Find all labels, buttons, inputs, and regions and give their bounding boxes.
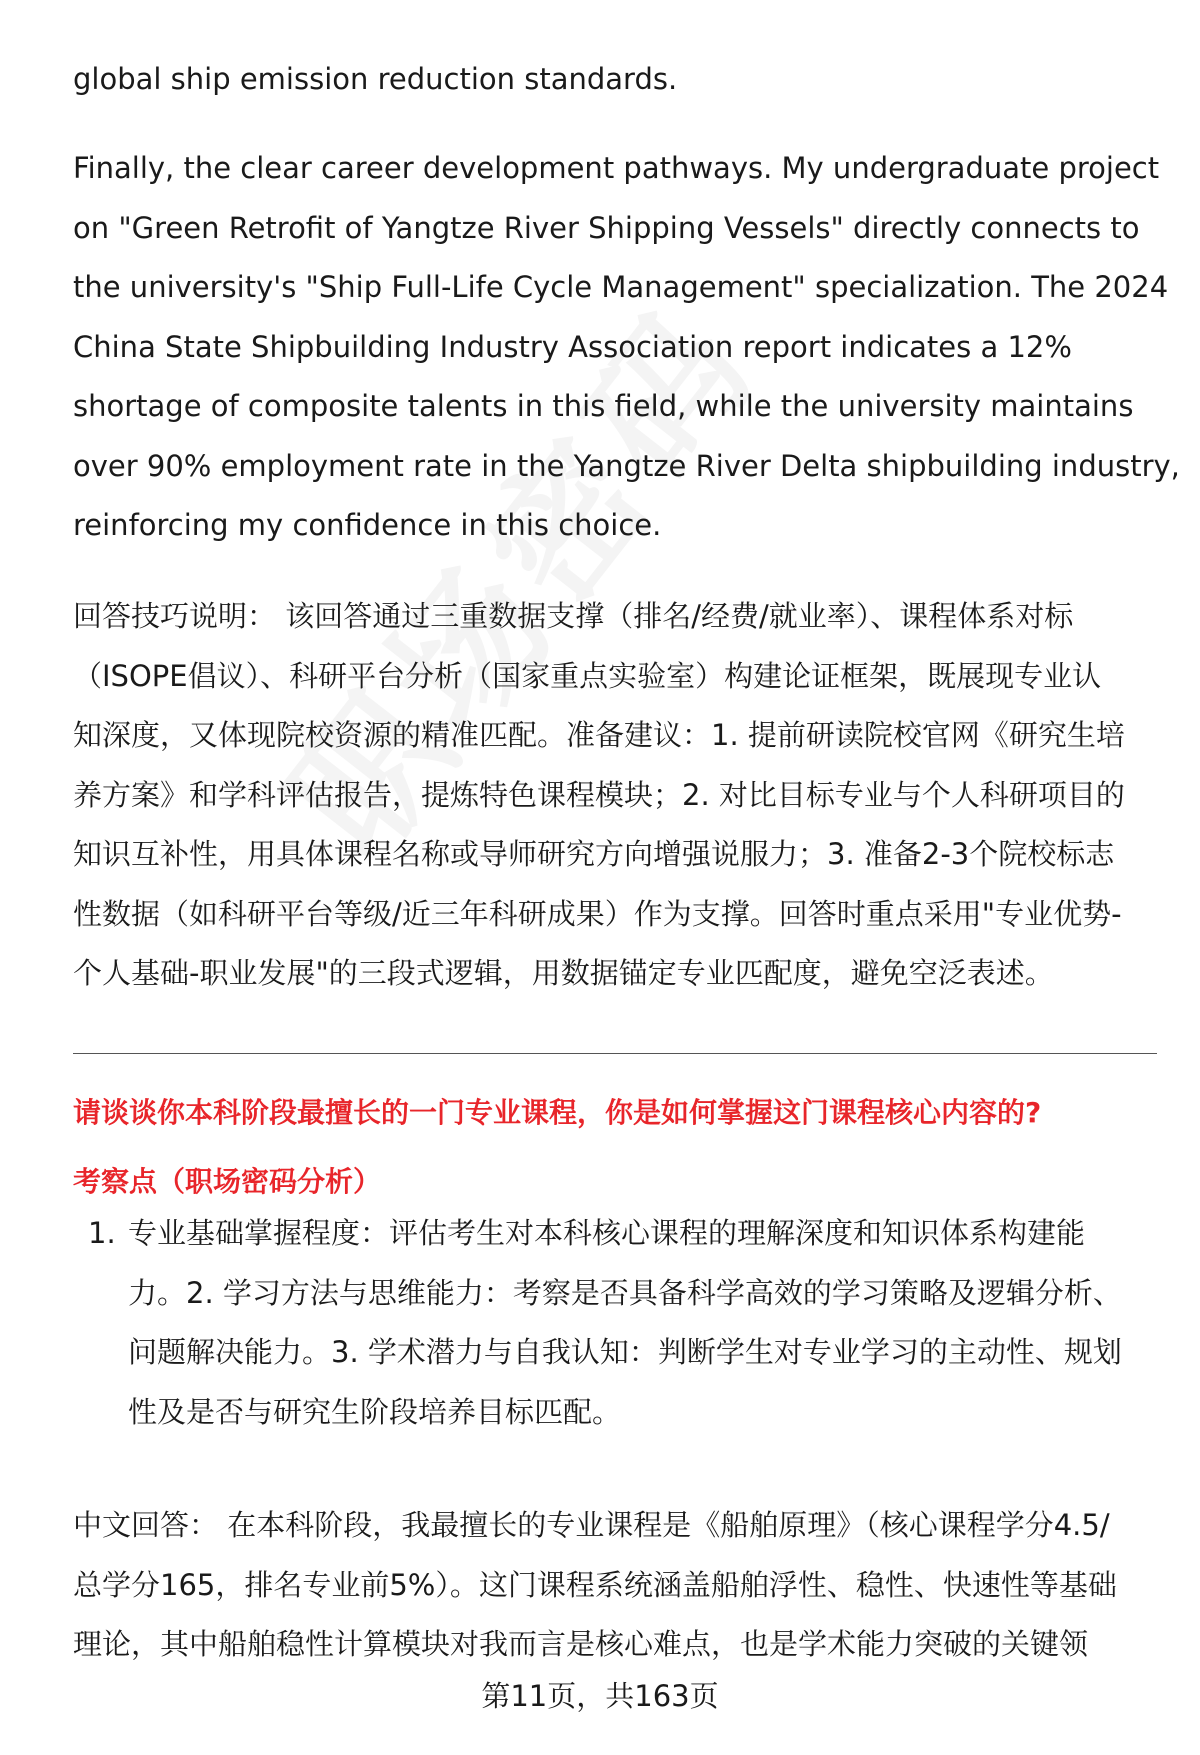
answer-tips-paragraph [73,587,1163,1004]
text-line: Finally, the clear career development pathways. My undergraduate project [73,151,1160,185]
text-line: 知深度，又体现院校资源的精准匹配。准备建议：1. 提前研读院校官网《研究生培 [73,718,1125,752]
text-line: 理论，其中船舶稳性计算模块对我而言是核心难点，也是学术能力突破的关键领 [73,1627,1089,1661]
text-line: 回答技巧说明： 该回答通过三重数据支撑（排名/经费/就业率）、课程体系对标 [73,599,1074,633]
question-heading: 请谈谈你本科阶段最擅长的一门专业课程，你是如何掌握这门课程核心内容的? [73,1096,1042,1129]
text-line: shortage of composite talents in this field, while the university maintains [73,389,1134,423]
finally-paragraph [73,139,1180,556]
text-line: 力。2. 学习方法与思维能力：考察是否具备科学高效的学习策略及逻辑分析、 [128,1275,1122,1310]
text-line: 专业基础掌握程度：评估考生对本科核心课程的理解深度和知识体系构建能 [128,1216,1086,1250]
text-line: 问题解决能力。3. 学术潜力与自我认知：判断学生对专业学习的主动性、规划 [128,1335,1122,1369]
text-line: 总学分165，排名专业前5%）。这门课程系统涵盖船舶浮性、稳性、快速性等基础 [73,1567,1117,1602]
section-divider [73,1053,1157,1054]
text-line: reinforcing my confidence in this choice. [73,508,662,542]
page-number-footer: 第11页，共163页 [481,1679,719,1713]
exam-point-heading: 考察点（职场密码分析） [73,1165,382,1198]
text-line: the university's "Ship Full-Life Cycle Management" specialization. The 2024 [73,270,1169,304]
text-line: over 90% employment rate in the Yangtze River Delta shipbuilding industry, [73,448,1180,483]
list-item [128,1204,1122,1442]
text-line: （ISOPE倡议）、科研平台分析（国家重点实验室）构建论证框架，既展现专业认 [73,658,1102,693]
text-line: 养方案》和学科评估报告，提炼特色课程模块；2. 对比目标专业与个人科研项目的 [73,777,1125,812]
text-line: 中文回答： 在本科阶段，我最擅长的专业课程是《船舶原理》（核心课程学分4.5/ [73,1508,1110,1542]
text-line: China State Shipbuilding Industry Association report indicates a 12% [73,329,1072,364]
text-line: on "Green Retrofit of Yangtze River Shipping Vessels" directly connects to [73,210,1140,245]
text-line: 个人基础-职业发展"的三段式逻辑，用数据锚定专业匹配度，避免空泛表述。 [73,956,1054,990]
text-line: 知识互补性，用具体课程名称或导师研究方向增强说服力；3. 准备2-3个院校标志 [73,837,1115,871]
intro-tail-paragraph [73,50,1163,110]
list-number: 1. [88,1216,116,1250]
text-line: global ship emission reduction standards. [73,62,678,96]
text-line: 性数据（如科研平台等级/近三年科研成果）作为支撑。回答时重点采用"专业优势- [73,896,1122,931]
text-line: 性及是否与研究生阶段培养目标匹配。 [128,1394,622,1429]
chinese-answer-paragraph [73,1496,1163,1675]
